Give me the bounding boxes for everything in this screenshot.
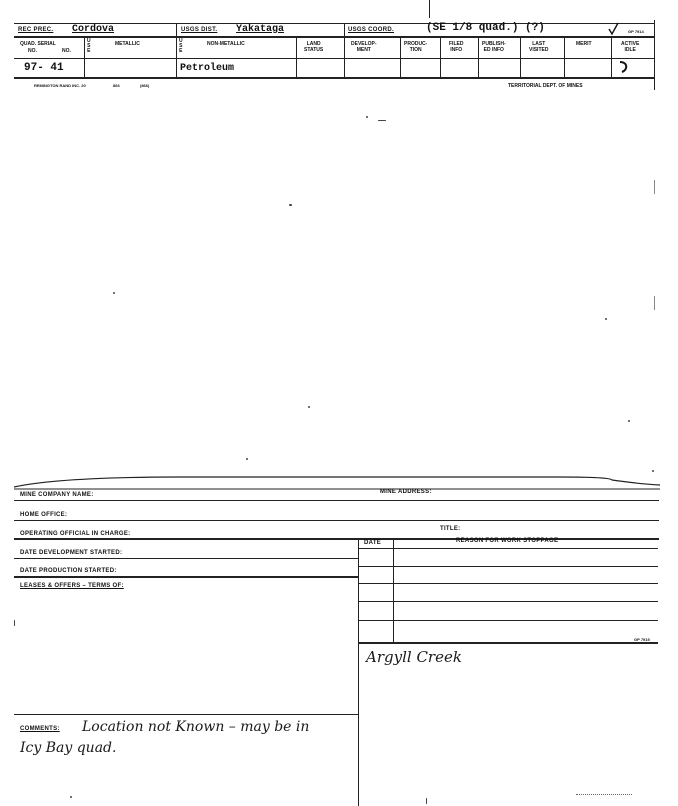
home-office-label: HOME OFFICE: bbox=[20, 512, 68, 518]
record-nonmetallic: Petroleum bbox=[180, 63, 235, 74]
leases-offers-label: LEASES & OFFERS – TERMS OF: bbox=[20, 583, 124, 589]
usgs-coord-value: (SE 1/8 quad.) (?) bbox=[426, 22, 545, 34]
column-divider bbox=[400, 37, 401, 77]
registration-tick bbox=[429, 0, 430, 18]
usgs-dist-value: Yakataga bbox=[236, 24, 285, 35]
usgs-dist-label: USGS DIST. bbox=[181, 27, 218, 33]
stoppage-row-rule bbox=[358, 601, 658, 602]
comments-label: COMMENTS: bbox=[20, 726, 60, 732]
col-last-visited: LAST VISITED bbox=[529, 41, 549, 53]
stoppage-row-rule bbox=[358, 566, 658, 567]
comments-line-1: Location not Known – may be in bbox=[82, 719, 310, 735]
header-bottom-rule bbox=[14, 36, 655, 38]
rule-dev-started bbox=[14, 558, 358, 559]
col-filed-info: FILED INFO bbox=[449, 41, 464, 53]
column-divider bbox=[611, 37, 612, 77]
date-development-started-label: DATE DEVELOPMENT STARTED: bbox=[20, 550, 123, 556]
scan-speck bbox=[14, 620, 15, 626]
column-divider bbox=[478, 37, 479, 77]
rule-company bbox=[14, 500, 659, 501]
bottom-record-card bbox=[0, 470, 678, 806]
scan-speck bbox=[426, 798, 427, 804]
handwritten-argyll-creek: Argyll Creek bbox=[366, 648, 462, 666]
stoppage-header-rule bbox=[358, 548, 658, 549]
scan-speck bbox=[308, 406, 310, 408]
rule-comments-top bbox=[14, 714, 358, 715]
print-line-sub1: 866 bbox=[113, 83, 120, 88]
record-row-bottom-rule bbox=[14, 77, 655, 79]
col-serial-no: NO. bbox=[62, 48, 71, 54]
col-active-idle: ACTIVE IDLE bbox=[621, 41, 640, 53]
scan-speck bbox=[378, 120, 386, 121]
stoppage-date-divider bbox=[393, 538, 394, 642]
check-mark-icon bbox=[606, 22, 620, 36]
stoppage-row-rule bbox=[358, 620, 658, 621]
col-metallic: METALLIC bbox=[115, 41, 140, 47]
card-center-divider bbox=[358, 642, 359, 806]
header-divider bbox=[344, 23, 345, 37]
col-use-letters-right: U S E bbox=[179, 38, 183, 54]
col-merit: MERIT bbox=[576, 41, 592, 47]
column-divider bbox=[296, 37, 297, 77]
column-divider bbox=[84, 37, 85, 77]
scan-speck bbox=[246, 458, 248, 460]
stoppage-left-border bbox=[358, 538, 359, 642]
scan-speck bbox=[605, 318, 607, 320]
right-scan-edge bbox=[654, 180, 655, 194]
card-right-edge bbox=[654, 20, 655, 90]
stoppage-date-header: DATE bbox=[364, 540, 382, 546]
col-land-status: LAND STATUS bbox=[304, 41, 324, 53]
scan-speck bbox=[628, 420, 630, 422]
mine-company-name-label: MINE COMPANY NAME: bbox=[20, 492, 94, 498]
form-number-2: GP 7915 bbox=[634, 637, 650, 642]
header-divider bbox=[176, 23, 177, 37]
usgs-coord-label: USGS COORD. bbox=[348, 27, 394, 33]
comments-line-2: Icy Bay quad. bbox=[20, 740, 117, 756]
rec-prec-label: REC PREC. bbox=[18, 27, 54, 33]
scan-speck bbox=[289, 204, 292, 206]
scan-smudge bbox=[576, 794, 632, 795]
print-line-left: REMINGTON RAND INC. 20 bbox=[34, 83, 86, 88]
stoppage-row-rule bbox=[358, 583, 658, 584]
column-divider bbox=[176, 37, 177, 77]
col-nonmetallic: NON-METALLIC bbox=[207, 41, 245, 47]
column-divider bbox=[520, 37, 521, 77]
date-production-started-label: DATE PRODUCTION STARTED: bbox=[20, 568, 117, 574]
column-divider bbox=[564, 37, 565, 77]
scan-speck bbox=[366, 116, 368, 118]
col-development: DEVELOP- MENT bbox=[351, 41, 377, 53]
record-quad-serial: 97- 41 bbox=[24, 62, 64, 74]
rec-prec-value: Cordova bbox=[72, 24, 115, 35]
rule-home-office bbox=[14, 520, 659, 521]
merit-mark-icon bbox=[616, 58, 632, 78]
right-scan-edge bbox=[654, 296, 655, 310]
col-quad-serial: QUAD. SERIAL bbox=[20, 41, 56, 47]
card-top-edge bbox=[0, 470, 678, 490]
print-line-sub2: (866) bbox=[140, 83, 150, 88]
form-number: GP 7914 bbox=[628, 29, 644, 34]
print-line-right: TERRITORIAL DEPT. OF MINES bbox=[508, 83, 583, 89]
column-divider bbox=[344, 37, 345, 77]
mine-address-label: MINE ADDRESS: bbox=[380, 489, 432, 495]
scan-speck bbox=[70, 796, 72, 798]
col-use-letters-left: U S E bbox=[87, 38, 91, 54]
stoppage-reason-header: REASON FOR WORK STOPPAGE bbox=[456, 538, 559, 544]
column-header-bottom-rule bbox=[14, 58, 655, 59]
title-label: TITLE: bbox=[440, 526, 461, 532]
top-record-card bbox=[0, 0, 678, 95]
operating-official-label: OPERATING OFFICIAL IN CHARGE: bbox=[20, 531, 131, 537]
column-divider bbox=[440, 37, 441, 77]
rule-official bbox=[14, 538, 659, 540]
col-production: PRODUC- TION bbox=[404, 41, 428, 53]
stoppage-row-rule bbox=[358, 642, 658, 644]
rule-prod-started bbox=[14, 576, 358, 578]
col-published-info: PUBLISH- ED INFO bbox=[482, 41, 506, 53]
scan-speck bbox=[113, 292, 115, 294]
col-quad-no: NO. bbox=[28, 48, 37, 54]
